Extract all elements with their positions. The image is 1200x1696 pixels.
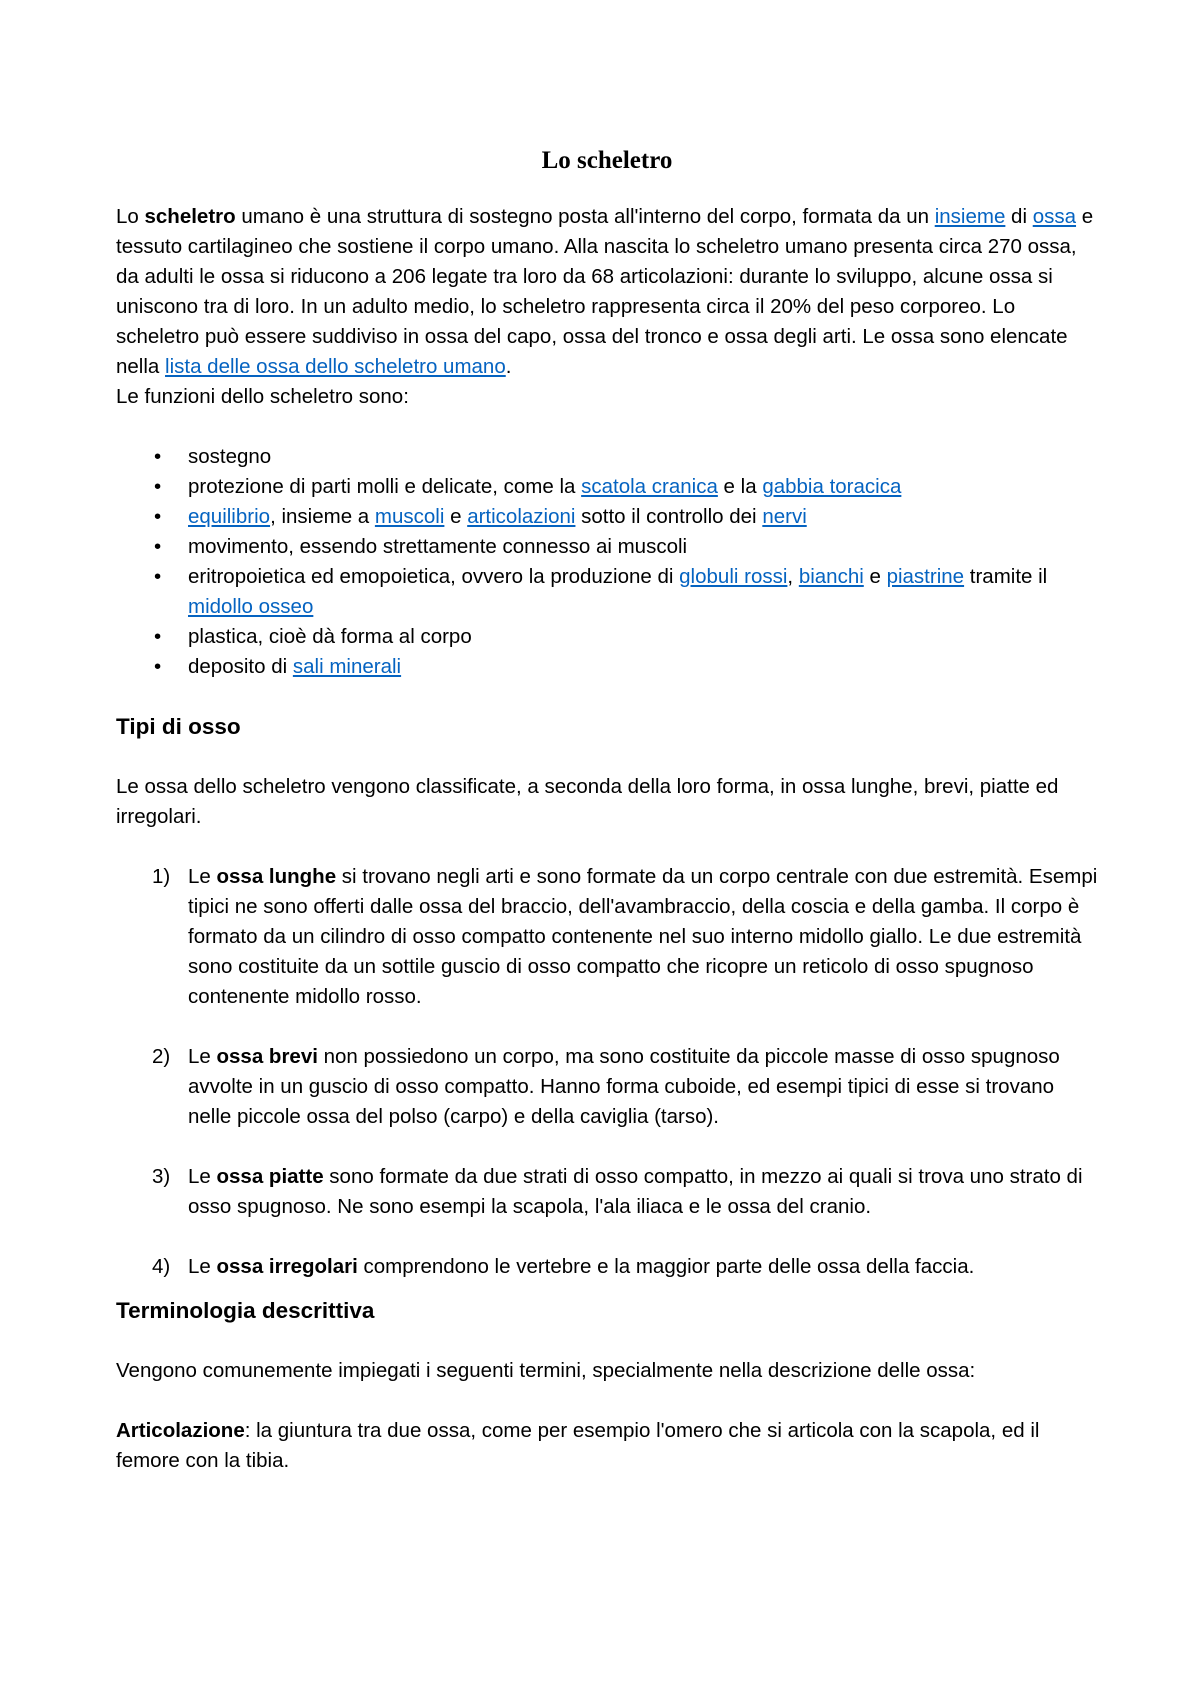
bone-type-term: ossa irregolari <box>216 1255 358 1278</box>
bullet-icon: • <box>154 625 162 648</box>
list-item-text: Le <box>188 1165 217 1188</box>
list-item-text: plastica, cioè dà forma al corpo <box>188 625 472 648</box>
terminologia-intro: Vengono comunemente impiegati i seguenti termini, specialmente nella descrizione delle ossa: <box>116 1359 976 1382</box>
list-item <box>116 1042 1098 1132</box>
list-item-text: protezione di parti molli e delicate, come la <box>188 475 582 498</box>
link-gabbia-toracica[interactable]: gabbia toracica <box>762 475 902 498</box>
bone-type-term: ossa piatte <box>216 1165 324 1188</box>
list-item-text: tramite il <box>964 565 1048 588</box>
list-item <box>116 442 1098 472</box>
bone-type-term: ossa brevi <box>216 1045 318 1068</box>
spacer <box>116 1386 1098 1416</box>
intro-text: . <box>505 355 512 378</box>
list-item <box>116 862 1098 1012</box>
link-midollo-osseo[interactable]: midollo osseo <box>188 595 314 618</box>
spacer <box>116 682 1098 712</box>
spacer <box>116 832 1098 862</box>
link-lista-ossa[interactable]: lista delle ossa dello scheletro umano <box>165 355 506 378</box>
list-item <box>116 502 1098 532</box>
list-item-text: Le <box>188 865 217 888</box>
link-articolazioni[interactable]: articolazioni <box>467 505 576 528</box>
intro-bold-scheletro: scheletro <box>144 205 236 228</box>
intro-paragraph <box>116 202 1098 382</box>
link-scatola-cranica[interactable]: scatola cranica <box>581 475 718 498</box>
intro-text: Lo <box>116 205 145 228</box>
list-number: 1) <box>152 865 171 888</box>
link-insieme[interactable]: insieme <box>934 205 1006 228</box>
functions-list <box>116 442 1098 682</box>
list-item <box>116 622 1098 652</box>
spacer <box>116 1326 1098 1356</box>
list-item-text: , insieme a <box>270 505 375 528</box>
term-definition: : la giuntura tra due ossa, come per esempio l'omero che si articola con la scapola, ed il femore con la tibia. <box>116 1419 1040 1472</box>
list-item <box>116 472 1098 502</box>
spacer <box>116 412 1098 442</box>
link-equilibrio[interactable]: equilibrio <box>188 505 271 528</box>
intro-text: e tessuto cartilagineo che sostiene il corpo umano. Alla nascita lo scheletro umano presenta circa 270 ossa, da adulti le ossa si riducono a 206 legate tra loro da 68 articolazioni: durante lo sviluppo, alcune ossa si uniscono tra di loro. In un adulto medio, lo scheletro rappresenta circa il 20% del peso corporeo. Lo scheletro può essere suddiviso in ossa del capo, ossa del tronco e ossa degli arti. Le ossa sono elencate nella <box>116 205 1094 378</box>
list-item-text: movimento, essendo strettamente connesso ai muscoli <box>188 535 688 558</box>
list-item-text: sono formate da due strati di osso compatto, in mezzo ai quali si trova uno strato di osso spugnoso. Ne sono esempi la scapola, l'ala iliaca e le ossa del cranio. <box>188 1165 1083 1218</box>
list-item-text: non possiedono un corpo, ma sono costituite da piccole masse di osso spugnoso avvolte in un guscio di osso compatto. Hanno forma cuboide, ed esempi tipici di esse si trovano nelle piccole ossa del polso (carpo) e della caviglia (tarso). <box>188 1045 1060 1128</box>
bone-types-list <box>116 862 1098 1282</box>
spacer <box>116 742 1098 772</box>
link-sali-minerali[interactable]: sali minerali <box>292 655 402 678</box>
bullet-icon: • <box>154 535 162 558</box>
list-item-text: eritropoietica ed emopoietica, ovvero la produzione di <box>188 565 680 588</box>
link-bianchi[interactable]: bianchi <box>798 565 864 588</box>
list-number: 3) <box>152 1165 171 1188</box>
list-item-text: e <box>863 565 887 588</box>
functions-intro: Le funzioni dello scheletro sono: <box>116 385 409 408</box>
intro-text: di <box>1005 205 1033 228</box>
list-item <box>116 652 1098 682</box>
heading-tipi-di-osso: Tipi di osso <box>116 714 241 739</box>
intro-text: umano è una struttura di sostegno posta all'interno del corpo, formata da un <box>235 205 935 228</box>
list-item-text: comprendono le vertebre e la maggior parte delle ossa della faccia. <box>357 1255 975 1278</box>
list-item-text: si trovano negli arti e sono formate da un corpo centrale con due estremità. Esempi tipici ne sono offerti dalle ossa del braccio, dell'avambraccio, della coscia e della gamba. Il corpo è formato da un cilindro di osso compatto contenente nel suo interno midollo giallo. Le due estremità sono costituite da un sottile guscio di osso compatto che ricopre un reticolo di osso spugnoso contenente midollo rosso. <box>188 865 1098 1008</box>
bullet-icon: • <box>154 565 162 588</box>
term-articolazione <box>116 1416 1098 1476</box>
list-item-text: sostegno <box>188 445 272 468</box>
link-piastrine[interactable]: piastrine <box>886 565 965 588</box>
bullet-icon: • <box>154 655 162 678</box>
list-item-text: e <box>444 505 468 528</box>
list-item <box>116 1162 1098 1222</box>
list-number: 2) <box>152 1045 171 1068</box>
document-title: Lo scheletro <box>541 147 673 174</box>
list-item-text: sotto il controllo dei <box>575 505 763 528</box>
heading-terminologia: Terminologia descrittiva <box>116 1298 375 1323</box>
list-item-text: Le <box>188 1255 217 1278</box>
link-ossa[interactable]: ossa <box>1032 205 1077 228</box>
list-item-text: , <box>787 565 799 588</box>
bullet-icon: • <box>154 475 162 498</box>
bullet-icon: • <box>154 505 162 528</box>
bone-type-term: ossa lunghe <box>216 865 337 888</box>
list-item <box>116 532 1098 562</box>
link-nervi[interactable]: nervi <box>762 505 807 528</box>
tipi-intro-paragraph: Le ossa dello scheletro vengono classificate, a seconda della loro forma, in ossa lunghe, brevi, piatte ed irregolari. <box>116 775 1059 828</box>
bullet-icon: • <box>154 445 162 468</box>
document-body <box>116 146 1098 1476</box>
list-number: 4) <box>152 1255 171 1278</box>
term-bold: Articolazione <box>116 1419 245 1442</box>
list-item <box>116 1252 1098 1282</box>
link-muscoli[interactable]: muscoli <box>374 505 445 528</box>
list-item <box>116 562 1098 622</box>
list-item-text: deposito di <box>188 655 293 678</box>
list-item-text: e la <box>717 475 763 498</box>
list-item-text: Le <box>188 1045 217 1068</box>
link-globuli-rossi[interactable]: globuli rossi <box>679 565 788 588</box>
